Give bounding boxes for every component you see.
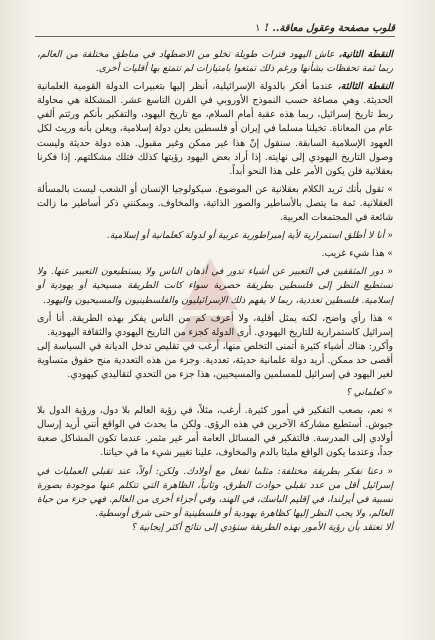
paragraph-text: « كعلماني ؟ <box>345 387 393 399</box>
interviewee-paragraph <box>37 521 393 535</box>
paragraph-lead: النقطة الثانية، <box>338 49 394 60</box>
running-header <box>35 20 395 37</box>
interviewer-paragraph <box>37 247 393 261</box>
page-body <box>37 48 393 535</box>
paragraph-text: » هذا شيء غريب. <box>321 248 393 260</box>
paragraph-text: « أنا لا أطلق استمرارية لأية إمبراطورية عربية أو لدولة كعلمانية أو إسلامية. <box>106 230 393 242</box>
paragraph-text: عندما أفكر بالدولة الإسرائيلية، أنظر إليها بتعبيرات الدولة القومية العلمانية الحديثة. وهي مصاغة حسب النموذج الأوروبي في القرن التاسع عشر. المشكلة هي محاولة ربط تاريخ إسرائيل، ربما هذه عقبة أمام السلام، مع تاريخ اليهود، والتفكير بأنكم ورثتم ألفي عام من المعاناة. تخيلنا مسلما في إيران أو فلسطين يعلن دولة إسلامية، ويعلن بأنه وريث لكل العهود الإسلامية السابقة. سنقول إنّ هذا غير ممكن وغير مقبول. هذه دولة حديثة وليست وصول التاريخ اليهودي إلى نهايته. إذا أراد بعض اليهود رؤيتها كذلك فتلك مشكلتهم. إذا فكرنا بعقلانية فلن يكون الأمر على هذا النحو أبداً. <box>37 81 393 177</box>
paragraph <box>37 48 393 76</box>
paragraph-text: « دعنا نفكر بطريقة مختلفة: مثلما تفعل مع أولادك. ولكن: أولاً، عند تقبلي العمليات في إسرائيل أقل من عدد تقبلي حوادث الطرق، وثانياً، الظاهرة التي تتكلم عنها موجودة بصورة نسبية في أيرلندا، في إقليم الباسك، في الهند، وفي أجزاء أخرى من العالم. فهي جزء من حياة العالم، ولا يجب النظر إليها كظاهرة يهودية أو فلسطينية أو حتى شرق أوسطية. <box>37 465 393 519</box>
interviewee-paragraph <box>37 229 393 243</box>
interviewee-paragraph <box>37 265 393 307</box>
interviewee-paragraph <box>37 465 393 521</box>
paragraph-lead: النقطة الثالثة، <box>337 81 393 93</box>
paragraph-text: » هذا رأي واضح، لكنه يمثل أقلية، ولا أعرف كم من الناس يفكر بهذه الطريقة. أنا أرى إسرائيل كاستمرارية للتاريخ اليهودي. أرى الدولة كجزء من التاريخ اليهودي والثقافة اليهودية. <box>37 312 393 338</box>
paragraph-text: ألا تعتقد بأن رؤية الأمور بهذه الطريقة ستؤدي إلى نتائج أكثر إيجابية ؟ <box>131 521 393 533</box>
paragraph-text: عاش اليهود فترات طويلة تخلو من الاضطهاد في مناطق مختلفة من العالم، ربما ثمة تحفظات بشأنها ورغم ذلك تمتعوا بامتيازات لم تتمتع بها أقليات أخرى. <box>37 49 393 75</box>
interviewer-paragraph <box>37 404 393 460</box>
paragraph <box>37 80 393 179</box>
header-page-number: ١ <box>255 23 261 34</box>
interviewer-paragraph <box>37 312 393 340</box>
paragraph-text: « دور المثقفين في التعبير عن أشياء تدور في أذهان الناس ولا يستطيعون التعبير عنها. ولا نستطيع النظر إلى فلسطين بطريقة حصرية سواء كانت الطريقة مسيحية أو يهودية أو إسلامية. فلسطين تعددية، ربما لا يفهم ذلك الإسرائيليون والفلسطينيون والمسيحيون واليهود. <box>37 266 393 306</box>
interviewee-paragraph <box>37 386 393 400</box>
interviewer-paragraph <box>37 183 393 225</box>
paragraph <box>37 340 393 382</box>
header-title: قلوب مصفحة وعقول معاقة.. ! <box>264 23 395 34</box>
paragraph-text: » تقول بأنك تريد الكلام بعقلانية عن الموضوع. سيكولوجيا الإنسان أو الشعب ليست بالمسألة العقلانية. ثمة ما يتصل بالأساطير والصور الذاتية، والمخاوف. وبمكنني ذكر أساطير ما زالت شائعة في المجتمعات العربية. <box>37 183 393 224</box>
paragraph-text: وأكرر: هناك أشياء كثيرة أتمنى التخلص منها، أرغب في تقليص تدخل الديانة في السياسة إلى أقصى حد ممكن. أريد دولة علمانية حديثة، تعددية. وجزء من هذه التعددية منح حقوق متساوية لغير اليهود في إسرائيل للمسلمين والمسيحيين، هذا جزء من التحدي لتقاليدي كيهودي. <box>37 340 393 380</box>
paragraph-text: » نعم، بصعب التفكير في أمور كثيرة. أرغب، مثلاً، في رؤية العالم بلا دول، ورؤية الدول بلا جيوش. أستطيع مشاركة الآخرين في هذه الرؤى. ولكن ما يحدث في الواقع أنني أريد إرسال أولادي إلى المدرسة. فالتفكير في المسائل العامة أمر غير مثمر. عندما تكون المشاكل صعبة جداً، وعندما يكون الواقع مليئا بالدم والمخاوف، علينا تغيير شيء ما في حياتنا. <box>37 405 393 459</box>
